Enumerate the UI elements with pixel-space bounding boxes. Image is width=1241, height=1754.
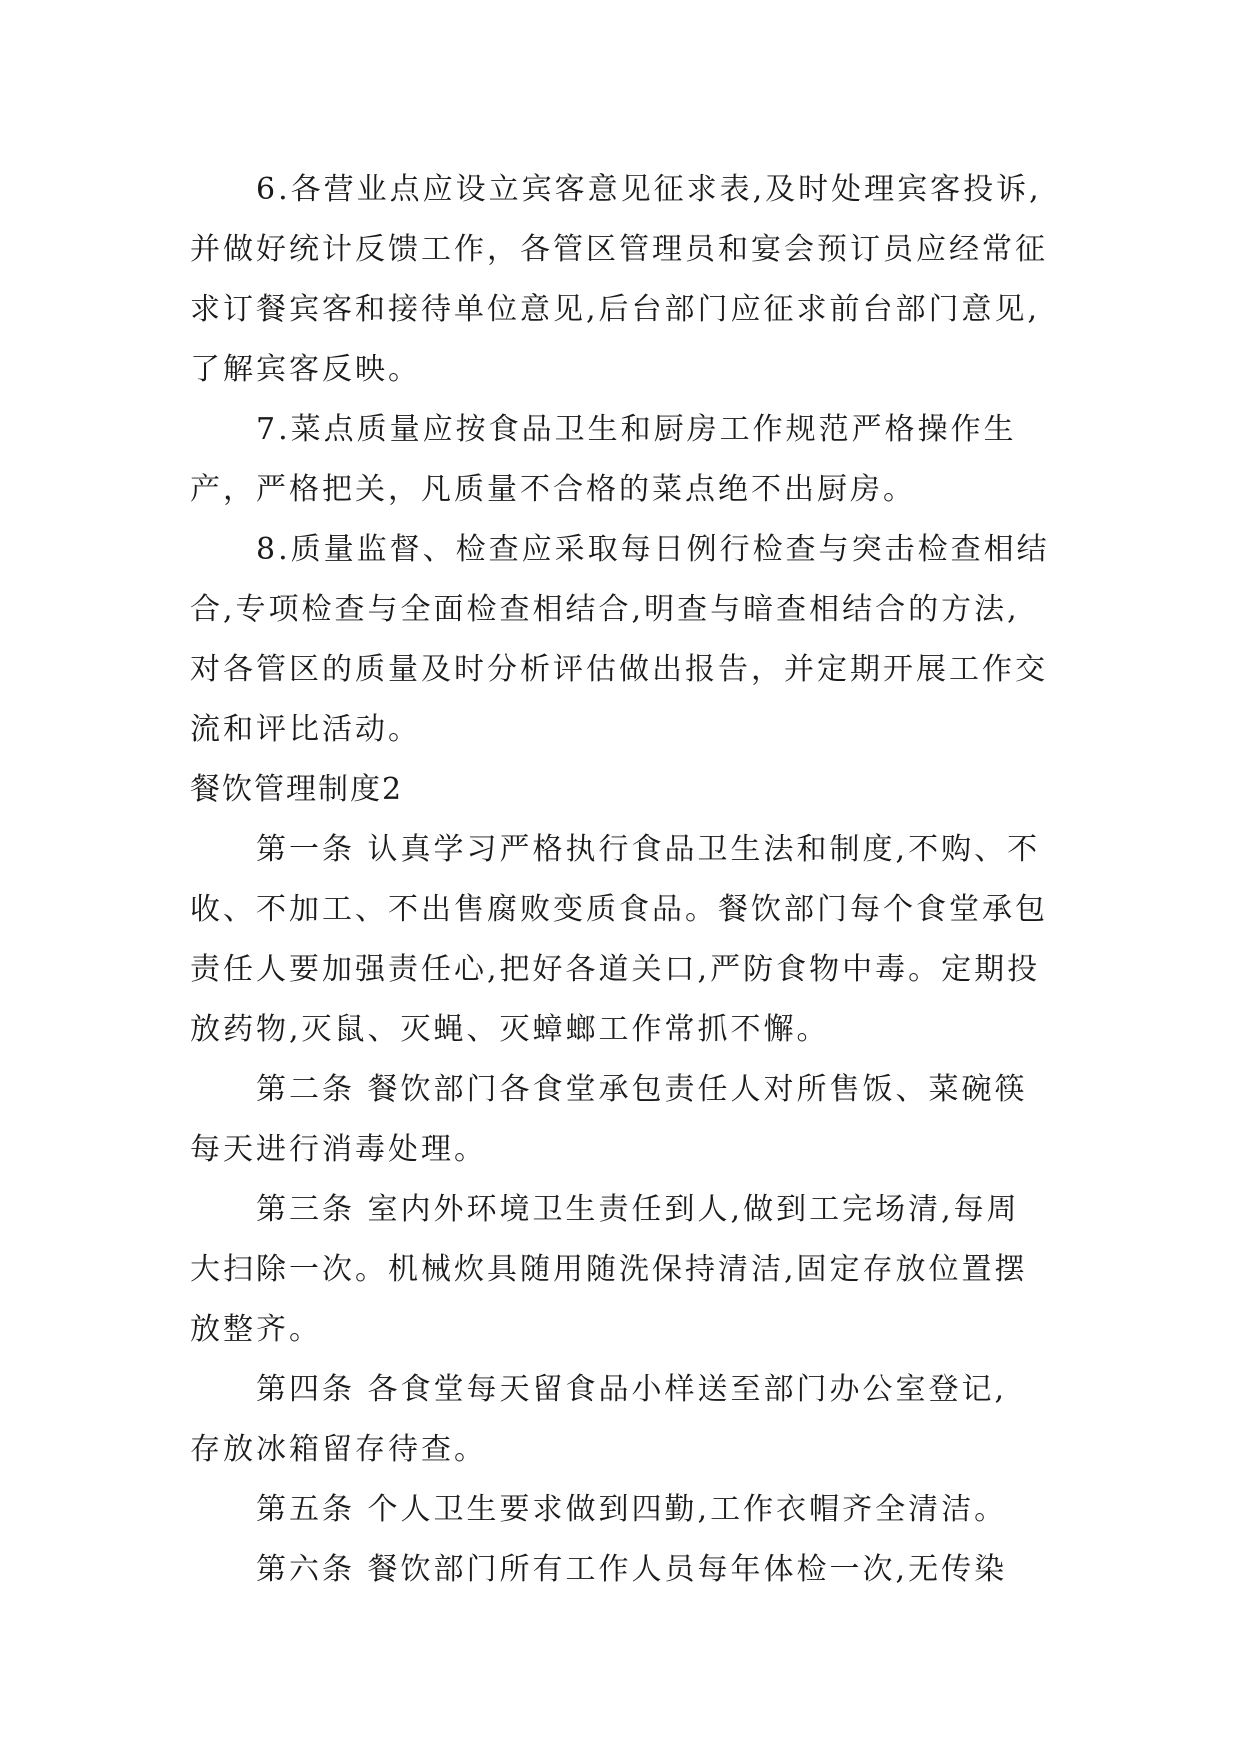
document-page	[190, 160, 1090, 1600]
text-line: 第四条 各食堂每天留食品小样送至部门办公室登记,	[256, 1372, 1008, 1407]
section-heading: 餐饮管理制度2	[190, 772, 404, 807]
text-line: 大扫除一次。机械炊具随用随洗保持清洁,固定存放位置摆	[190, 1252, 1028, 1287]
text-line: 第三条 室内外环境卫生责任到人,做到工完场清,每周	[256, 1192, 1020, 1227]
text-line: 了解宾客反映。	[190, 352, 421, 387]
text-line: 第六条 餐饮部门所有工作人员每年体检一次,无传染	[256, 1552, 1008, 1587]
text-line: 第五条 个人卫生要求做到四勤,工作衣帽齐全清洁。	[256, 1492, 1008, 1527]
text-line: 第二条 餐饮部门各食堂承包责任人对所售饭、菜碗筷	[256, 1072, 1028, 1107]
text-line: 并做好统计反馈工作，各管区管理员和宴会预订员应经常征	[190, 232, 1048, 267]
text-line: 放药物,灭鼠、灭蝇、灭蟑螂工作常抓不懈。	[190, 1012, 830, 1047]
text-line: 存放冰箱留存待查。	[190, 1432, 487, 1467]
text-line: 产，严格把关，凡质量不合格的菜点绝不出厨房。	[190, 472, 916, 507]
text-line: 合,专项检查与全面检查相结合,明查与暗查相结合的方法,	[190, 592, 1020, 627]
text-line: 责任人要加强责任心,把好各道关口,严防食物中毒。定期投	[190, 952, 1041, 987]
text-line: 收、不加工、不出售腐败变质食品。餐饮部门每个食堂承包	[190, 892, 1048, 927]
text-line: 第一条 认真学习严格执行食品卫生法和制度,不购、不	[256, 832, 1041, 867]
text-line: 求订餐宾客和接待单位意见,后台部门应征求前台部门意见,	[190, 292, 1041, 327]
text-line: 放整齐。	[190, 1312, 322, 1347]
text-line: 每天进行消毒处理。	[190, 1132, 487, 1167]
text-line: 流和评比活动。	[190, 712, 421, 747]
text-line: 7.菜点质量应按食品卫生和厨房工作规范严格操作生	[256, 412, 1017, 447]
text-line: 8.质量监督、检查应采取每日例行检查与突击检查相结	[256, 532, 1050, 567]
text-line: 6.各营业点应设立宾客意见征求表,及时处理宾客投诉,	[256, 172, 1042, 207]
text-line: 对各管区的质量及时分析评估做出报告，并定期开展工作交	[190, 652, 1048, 687]
